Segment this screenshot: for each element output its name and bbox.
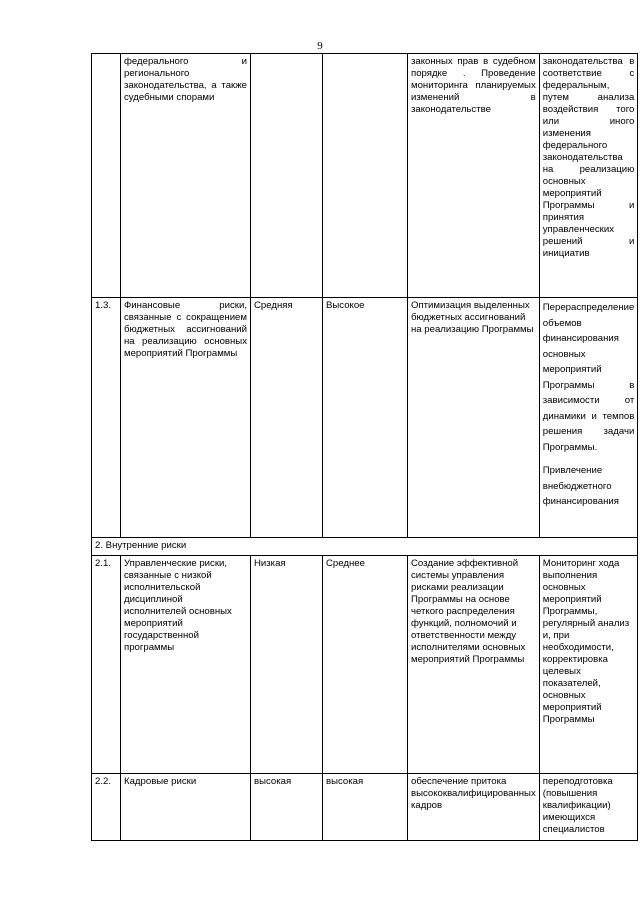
cell-probability: высокая <box>251 774 323 841</box>
section-header-row <box>92 538 638 556</box>
cell-response: законодательства в соответствие с федеральным, путем анализа воздействия того или иного изменения федерального законодательства на реализацию основных мероприятий Программы и принятия управленческих решений и инициатив <box>539 54 638 298</box>
page-number: 9 <box>317 40 323 52</box>
cell-risk: федерального и регионального законодательства, а также судебными спорами <box>121 54 251 298</box>
cell-response: переподготовка (повышения квалификации) имеющихся специалистов <box>539 774 638 841</box>
risk-table <box>91 53 638 841</box>
cell-impact: высокая <box>323 774 408 841</box>
table-row-1-3 <box>92 298 638 538</box>
response-paragraph: Перераспределение объемов финансирования основных мероприятий Программы в зависимости от динамики и темпов решения задачи Программы. <box>542 302 635 453</box>
cell-response <box>539 298 638 538</box>
cell-measures: Оптимизация выделенных бюджетных ассигнований на реализацию Программы <box>408 298 540 538</box>
cell-risk: Финансовые риски, связанные с сокращением бюджетных ассигнований на реализацию основных мероприятий Программы <box>121 298 251 538</box>
response-paragraph: Привлечение внебюджетного финансирования <box>542 465 619 507</box>
cell-probability: Средняя <box>251 298 323 538</box>
cell-num: 2.2. <box>92 774 121 841</box>
cell-measures: обеспечение притока высококвалифицированных кадров <box>408 774 540 841</box>
cell-risk: Управленческие риски, связанные с низкой исполнительской дисциплиной исполнителей основных мероприятий государственной программы <box>121 556 251 774</box>
cell-measures: Создание эффективной системы управления рисками реализации Программы на основе четкого распределения функций, полномочий и ответственности между исполнителями основных мероприятий Программы <box>408 556 540 774</box>
cell-impact <box>323 54 408 298</box>
cell-impact: Высокое <box>323 298 408 538</box>
table-row-continued <box>92 54 638 298</box>
table-row-2-2 <box>92 774 638 841</box>
cell-impact: Среднее <box>323 556 408 774</box>
cell-risk: Кадровые риски <box>121 774 251 841</box>
table-row-2-1 <box>92 556 638 774</box>
cell-measures: законных прав в судебном порядке . Проведение мониторинга планируемых изменений в законодательстве <box>408 54 540 298</box>
section-title: 2. Внутренние риски <box>92 538 638 556</box>
cell-num: 1.3. <box>92 298 121 538</box>
cell-num: 2.1. <box>92 556 121 774</box>
cell-response: Мониторинг хода выполнения основных мероприятий Программы, регулярный анализ и, при необходимости, корректировка целевых показателей, основных мероприятий Программы <box>539 556 638 774</box>
cell-probability <box>251 54 323 298</box>
cell-num <box>92 54 121 298</box>
cell-probability: Низкая <box>251 556 323 774</box>
